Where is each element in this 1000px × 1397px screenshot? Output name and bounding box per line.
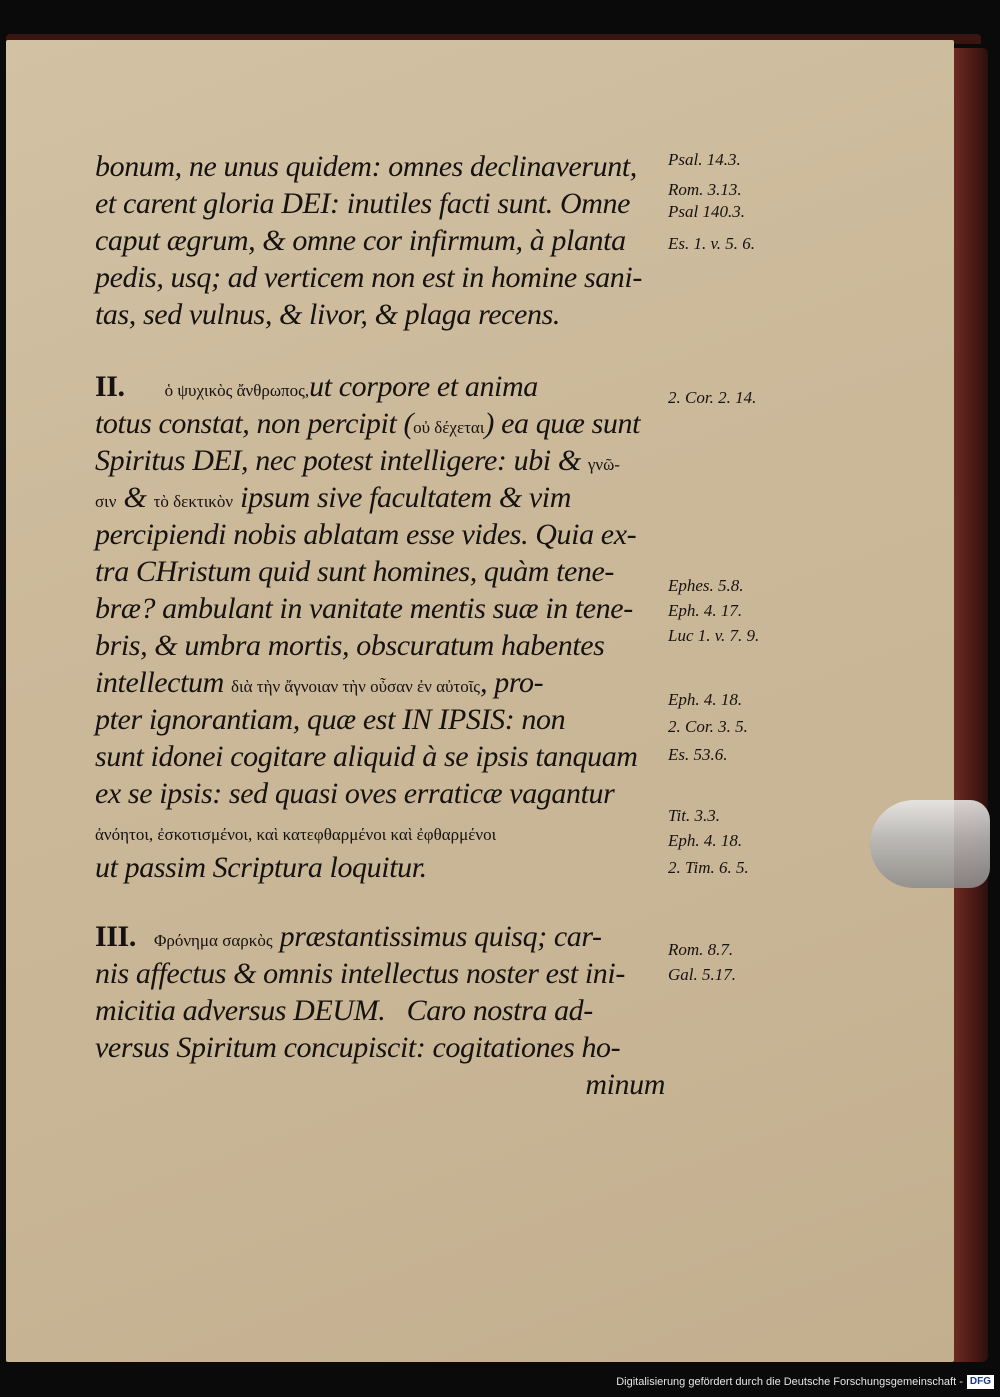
catchword: minum <box>585 1068 665 1101</box>
greek-text: ὁ ψυχικὸς ἄνθρωπος, <box>164 381 310 400</box>
text-span: & <box>123 481 147 514</box>
margin-note: 2. Cor. 2. 14. <box>668 388 757 407</box>
text-line <box>95 405 665 442</box>
text-line <box>95 479 665 516</box>
text-line: versus Spiritum concupiscit: cogitationes ho- <box>95 1031 621 1064</box>
text-span: , pro- <box>480 666 544 699</box>
greek-text: ἀνόητοι, ἐσκοτισμένοι, καὶ κατεφθαρμένοι καὶ ἐφθαρμένοι <box>95 825 497 844</box>
greek-text: σιν <box>95 492 117 511</box>
text-line: bonum, ne unus quidem: omnes declinaverunt, <box>95 150 637 183</box>
text-line: micitia adversus DEUM. Caro nostra ad- <box>95 994 593 1027</box>
margin-note: Eph. 4. 17. <box>668 601 743 620</box>
text-line: et carent gloria DEI: inutiles facti sunt. Omne <box>95 187 630 220</box>
greek-text: Φρόνημα σαρκὸς <box>153 931 273 950</box>
paragraph-number: II. <box>95 370 125 403</box>
text-span: ut corpore et anima <box>309 370 538 403</box>
text-span: totus constat, non percipit ( <box>95 407 414 440</box>
margin-note: Ephes. 5.8. <box>668 576 744 595</box>
text-line: caput ægrum, & omne cor infirmum, à planta <box>95 224 626 257</box>
text-span: Spiritus DEI, nec potest intelligere: ubi & <box>95 444 581 477</box>
footer-credit <box>616 1373 994 1391</box>
margin-note: Tit. 3.3. <box>668 806 720 825</box>
margin-note: Rom. 3.13. <box>668 180 742 199</box>
page-clip <box>870 800 990 888</box>
text-line <box>95 664 665 701</box>
greek-text: οὐ δέχεται <box>413 418 485 437</box>
text-line: pter ignorantiam, quæ est IN IPSIS: non <box>95 703 566 736</box>
text-line <box>95 368 665 405</box>
greek-text: γνῶ- <box>587 455 620 474</box>
paragraph-number: III. <box>95 920 136 953</box>
text-line: tas, sed vulnus, & livor, & plaga recens. <box>95 298 560 331</box>
text-span: ipsum sive facultatem & vim <box>240 481 571 514</box>
greek-text: διὰ τὴν ἄγνοιαν τὴν οὖσαν ἐν αὐτοῖς <box>231 677 481 696</box>
text-line: percipiendi nobis ablatam esse vides. Quia ex- <box>95 518 637 551</box>
margin-note: Es. 1. v. 5. 6. <box>668 234 756 253</box>
margin-note: Gal. 5.17. <box>668 965 736 984</box>
text-line: pedis, usq; ad verticem non est in homine sani- <box>95 261 642 294</box>
margin-note: 2. Cor. 3. 5. <box>668 717 748 736</box>
text-span: intellectum <box>95 666 224 699</box>
footer-text: Digitalisierung gefördert durch die Deutsche Forschungsgemeinschaft - <box>616 1376 963 1388</box>
text-line: ex se ipsis: sed quasi oves erraticæ vagantur <box>95 777 615 810</box>
text-span: ) ea quæ sunt <box>484 407 641 440</box>
greek-text: τὸ δεκτικὸν <box>153 492 234 511</box>
dfg-logo: DFG <box>967 1375 994 1389</box>
book-binding-edge <box>954 48 988 1362</box>
margin-note: Psal 140.3. <box>668 202 745 221</box>
paragraph-3 <box>95 918 665 1103</box>
margin-note: Es. 53.6. <box>668 745 728 764</box>
margin-note: Rom. 8.7. <box>668 940 734 959</box>
margin-note: Eph. 4. 18. <box>668 690 743 709</box>
text-line: nis affectus & omnis intellectus noster est ini- <box>95 957 625 990</box>
margin-note: 2. Tim. 6. 5. <box>668 858 749 877</box>
text-line: sunt idonei cogitare aliquid à se ipsis tanquam <box>95 740 638 773</box>
text-line: tra CHristum quid sunt homines, quàm tene- <box>95 555 615 588</box>
text-line <box>95 812 665 849</box>
margin-note: Luc 1. v. 7. 9. <box>668 626 760 645</box>
text-line: bris, & umbra mortis, obscuratum habentes <box>95 629 605 662</box>
margin-note: Eph. 4. 18. <box>668 831 743 850</box>
text-line: bræ? ambulant in vanitate mentis suæ in tene- <box>95 592 633 625</box>
text-line: ut passim Scriptura loquitur. <box>95 851 427 884</box>
paragraph-2 <box>95 368 665 886</box>
paragraph-1 <box>95 148 665 333</box>
text-span: præstantissimus quisq; car- <box>279 920 602 953</box>
margin-note: Psal. 14.3. <box>668 150 741 169</box>
text-line <box>95 918 665 955</box>
text-line <box>95 442 665 479</box>
